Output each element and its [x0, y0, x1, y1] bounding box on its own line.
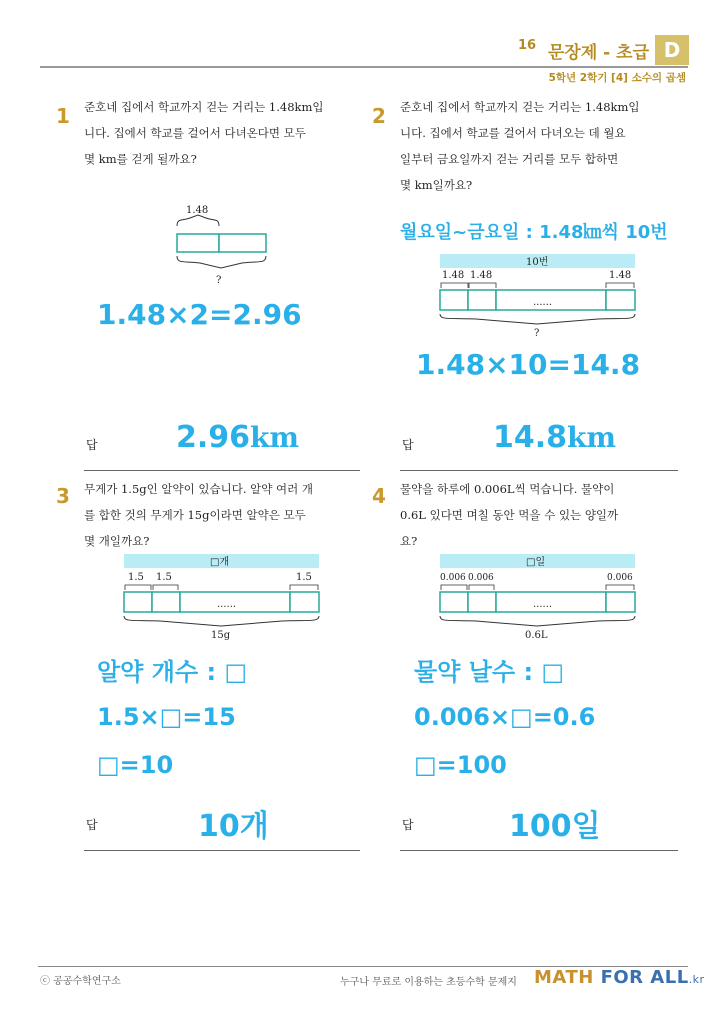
problem-2-text [400, 94, 685, 198]
answer-label: 답 [86, 818, 98, 832]
answer-unit: km [567, 421, 617, 454]
segment-brackets [441, 585, 634, 590]
segment-label: 1.48 [609, 270, 632, 281]
problem-1-number: 1 [56, 104, 70, 128]
diagram-segment [290, 592, 319, 612]
problem-4-answer [509, 801, 601, 845]
problem-4-line: 0.6L 있다면 며칠 동안 먹을 수 있는 양일까 [400, 508, 619, 522]
count-bar-label: 10번 [526, 257, 549, 268]
problem-3-work-line: 알약 개수 : □ [97, 658, 248, 686]
problem-2-line: 일부터 금요일까지 걷는 거리를 모두 합하면 [400, 152, 619, 166]
problem-4-work-line: 물약 날수 : □ [414, 658, 565, 686]
problem-4-work-line: 0.006×□=0.6 [414, 703, 596, 731]
problem-1-diagram [170, 198, 280, 293]
count-bar-label: □개 [210, 557, 230, 568]
segment-brackets [125, 585, 318, 590]
top-brace [177, 215, 219, 226]
problem-2-line: 몇 km일까요? [400, 178, 473, 192]
answer-value: 100일 [509, 809, 601, 844]
diagram-bottom-label: ? [534, 328, 540, 339]
answer-label: 답 [402, 438, 414, 452]
worksheet-title: 문장제 - 초급 [548, 43, 650, 63]
problem-2-line: 니다. 집에서 학교를 걸어서 다녀오는 데 월요 [400, 126, 626, 140]
segment-label: 1.5 [156, 572, 172, 583]
bottom-brace [440, 314, 635, 324]
answer-value: 2.96 [176, 420, 251, 455]
diagram-segment [468, 290, 496, 310]
problem-2-work-line: 1.48×10=14.8 [416, 348, 641, 381]
page-number: 16 [518, 38, 537, 53]
footer-copyright: ⓒ 공공수학연구소 [40, 976, 121, 987]
ellipsis: ...... [217, 599, 237, 610]
problem-4-diagram [436, 552, 642, 642]
problem-2-line: 준호네 집에서 학교까지 걷는 거리는 1.48km입 [400, 100, 640, 114]
diagram-top-label: 1.48 [186, 205, 209, 216]
problem-1-divider [84, 470, 360, 471]
logo-forall: FOR ALL [600, 967, 689, 988]
segment-label: 1.48 [442, 270, 465, 281]
diagram-segment [468, 592, 496, 612]
problem-3-line: 몇 개일까요? [84, 534, 150, 548]
problem-3-work-line: 1.5×□=15 [97, 703, 236, 731]
problem-1-answer [176, 420, 299, 455]
segment-label: 0.006 [440, 573, 466, 583]
header-rule [40, 66, 688, 68]
problem-2-divider [400, 470, 678, 471]
segment-label: 1.5 [128, 572, 144, 583]
ellipsis: ...... [533, 599, 553, 610]
answer-label: 답 [402, 818, 414, 832]
problem-1-text [84, 94, 362, 172]
segment-brackets [441, 283, 634, 288]
problem-1-line: 몇 km를 걷게 될까요? [84, 152, 197, 166]
logo-math: MATH [534, 967, 594, 988]
diagram-bottom-label: 15g [211, 630, 231, 641]
problem-3-text [84, 476, 362, 554]
problem-4-line: 요? [400, 534, 418, 548]
problem-3-divider [84, 850, 360, 851]
brand-logo [534, 967, 705, 988]
segment-label: 1.5 [296, 572, 312, 583]
logo-domain: .kr [688, 973, 705, 986]
bottom-brace [124, 616, 319, 626]
diagram-segment [440, 290, 468, 310]
count-bar-label: □일 [526, 557, 546, 568]
problem-3-line: 를 합한 것의 무게가 15g이라면 알약은 모두 [84, 508, 306, 522]
diagram-segment [440, 592, 468, 612]
problem-4-work-line: □=100 [414, 751, 507, 779]
problem-4-text [400, 476, 685, 554]
level-badge: D [655, 35, 689, 65]
diagram-bottom-label: ? [216, 275, 222, 286]
segment-label: 0.006 [468, 573, 494, 583]
problem-2-number: 2 [372, 104, 386, 128]
diagram-segment [606, 290, 635, 310]
diagram-segment [606, 592, 635, 612]
bottom-brace [177, 256, 266, 268]
diagram-segment [124, 592, 152, 612]
problem-3-answer [198, 801, 269, 845]
diagram-segment [219, 234, 266, 252]
diagram-bottom-label: 0.6L [525, 630, 548, 641]
problem-4-line: 물약을 하루에 0.006L씩 먹습니다. 물약이 [400, 482, 615, 496]
diagram-segment [177, 234, 219, 252]
problem-3-line: 무게가 1.5g인 알약이 있습니다. 알약 여러 개 [84, 482, 313, 496]
answer-value: 14.8 [493, 420, 568, 455]
problem-1-work-line: 1.48×2=2.96 [97, 298, 302, 331]
segment-label: 0.006 [607, 573, 633, 583]
diagram-segment [152, 592, 180, 612]
problem-1-line: 니다. 집에서 학교를 걸어서 다녀온다면 모두 [84, 126, 306, 140]
unit-subtitle: 5학년 2학기 [4] 소수의 곱셈 [548, 72, 686, 84]
problem-2-answer [493, 420, 616, 455]
answer-value: 10개 [198, 809, 269, 844]
problem-3-number: 3 [56, 484, 70, 508]
footer-tagline: 누구나 무료로 이용하는 초등수학 문제지 [340, 977, 517, 988]
problem-4-number: 4 [372, 484, 386, 508]
problem-2-diagram [436, 252, 642, 342]
problem-3-work-line: □=10 [97, 751, 174, 779]
problem-2-heading: 월요일~금요일 : 1.48㎞씩 10번 [400, 222, 668, 243]
problem-3-diagram [120, 552, 326, 642]
bottom-brace [440, 616, 635, 626]
answer-unit: km [250, 421, 300, 454]
segment-label: 1.48 [470, 270, 493, 281]
ellipsis: ...... [533, 297, 553, 308]
answer-label: 답 [86, 438, 98, 452]
problem-4-divider [400, 850, 678, 851]
problem-1-line: 준호네 집에서 학교까지 걷는 거리는 1.48km입 [84, 100, 324, 114]
